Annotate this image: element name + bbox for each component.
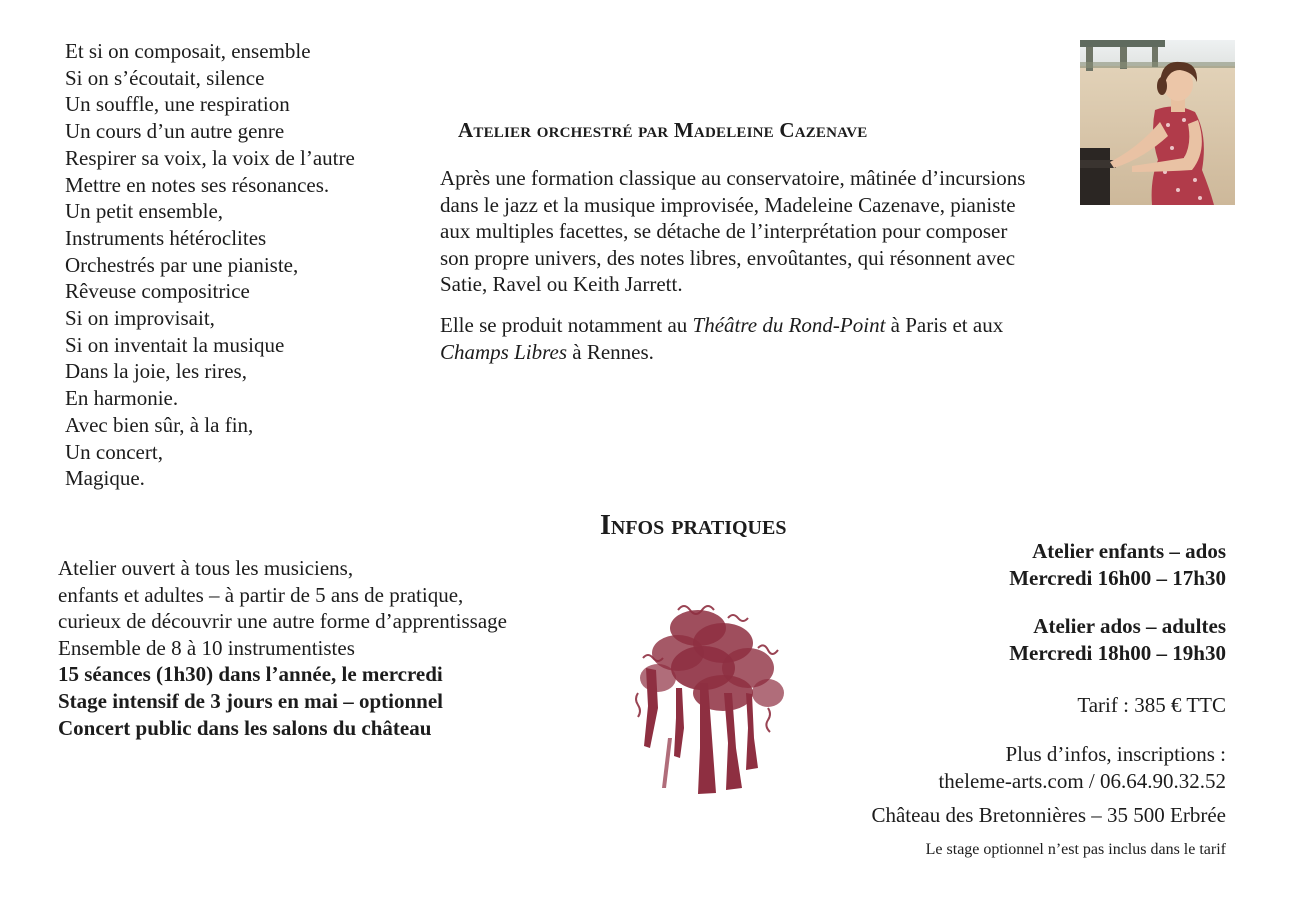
tree-illustration <box>628 598 793 798</box>
venue-champs-libres: Champs Libres <box>440 339 567 364</box>
bio-text: à Rennes. <box>567 339 654 364</box>
adults-workshop-title: Atelier ados – adultes <box>1033 614 1226 639</box>
poem-line: Dans la joie, les rires, <box>65 359 247 384</box>
pianist-photo-image <box>1080 40 1235 205</box>
open-line: Atelier ouvert à tous les musiciens, <box>58 556 354 580</box>
poem-line: Si on inventait la musique <box>65 332 285 357</box>
poem-line: Et si on composait, ensemble <box>65 39 311 63</box>
poem-line: Rêveuse compositrice <box>65 279 250 304</box>
open-line: enfants et adultes – à partir de 5 ans de pratique, <box>58 582 464 607</box>
poem-line: Instruments hétéroclites <box>65 225 267 250</box>
poem-line: Un souffle, une respiration <box>65 92 290 117</box>
poem-line: Orchestrés par une pianiste, <box>65 252 299 277</box>
bio-text: à Paris et aux <box>885 312 1004 337</box>
poem-line: Si on improvisait, <box>65 306 215 331</box>
poem <box>65 38 355 492</box>
tree-icon <box>628 598 793 798</box>
poem-line: Respirer sa voix, la voix de l’autre <box>65 145 355 170</box>
contact-info: theleme-arts.com / 06.64.90.32.52 <box>938 768 1226 793</box>
seances-info: 15 séances (1h30) dans l’année, le mercredi <box>58 662 443 687</box>
bio-paragraph-venues <box>440 312 1030 365</box>
kids-workshop-time: Mercredi 16h00 – 17h30 <box>1009 565 1226 590</box>
bio-paragraph: Après une formation classique au conservatoire, mâtinée d’incursions dans le jazz et la musique improvisée, Madeleine Cazenave, pianiste aux multiples facettes, se détache de l’interprétation pour composer son propre univers, des notes libres, envoûtantes, qui résonnent avec Satie, Ravel ou Keith Jarrett. <box>440 166 1026 297</box>
practical-info-right <box>871 538 1226 863</box>
kids-workshop-title: Atelier enfants – ados <box>1032 539 1226 563</box>
adults-workshop-time: Mercredi 18h00 – 19h30 <box>1009 640 1226 665</box>
poem-line: Avec bien sûr, à la fin, <box>65 412 254 437</box>
ensemble-size: Ensemble de 8 à 10 instrumentistes <box>58 635 355 660</box>
bio-text: Elle se produit notamment au <box>440 312 693 337</box>
poem-line: Mettre en notes ses résonances. <box>65 172 330 197</box>
infos-title: Infos pratiques <box>600 510 787 541</box>
stage-info: Stage intensif de 3 jours en mai – optionnel <box>58 688 444 713</box>
pianist-photo <box>1080 40 1235 205</box>
more-info-label: Plus d’infos, inscriptions : <box>1005 741 1226 766</box>
poem-line: Magique. <box>65 466 145 491</box>
stage-note: Le stage optionnel n’est pas inclus dans le tarif <box>925 840 1226 858</box>
poem-line: Un petit ensemble, <box>65 199 224 224</box>
poem-line: En harmonie. <box>65 386 179 411</box>
poem-line: Un cours d’un autre genre <box>65 119 285 144</box>
tarif: Tarif : 385 € TTC <box>1077 693 1226 718</box>
concert-info: Concert public dans les salons du château <box>58 715 432 740</box>
bio <box>440 165 1030 379</box>
poem-line: Un concert, <box>65 439 163 464</box>
poem-line: Si on s’écoutait, silence <box>65 65 265 90</box>
open-line: curieux de découvrir une autre forme d’apprentissage <box>58 609 507 634</box>
practical-info-left <box>58 555 507 741</box>
atelier-title: Atelier orchestré par Madeleine Cazenave <box>458 118 868 142</box>
venue-rond-point: Théâtre du Rond-Point <box>692 312 886 337</box>
address: Château des Bretonnières – 35 500 Erbrée <box>871 803 1226 828</box>
